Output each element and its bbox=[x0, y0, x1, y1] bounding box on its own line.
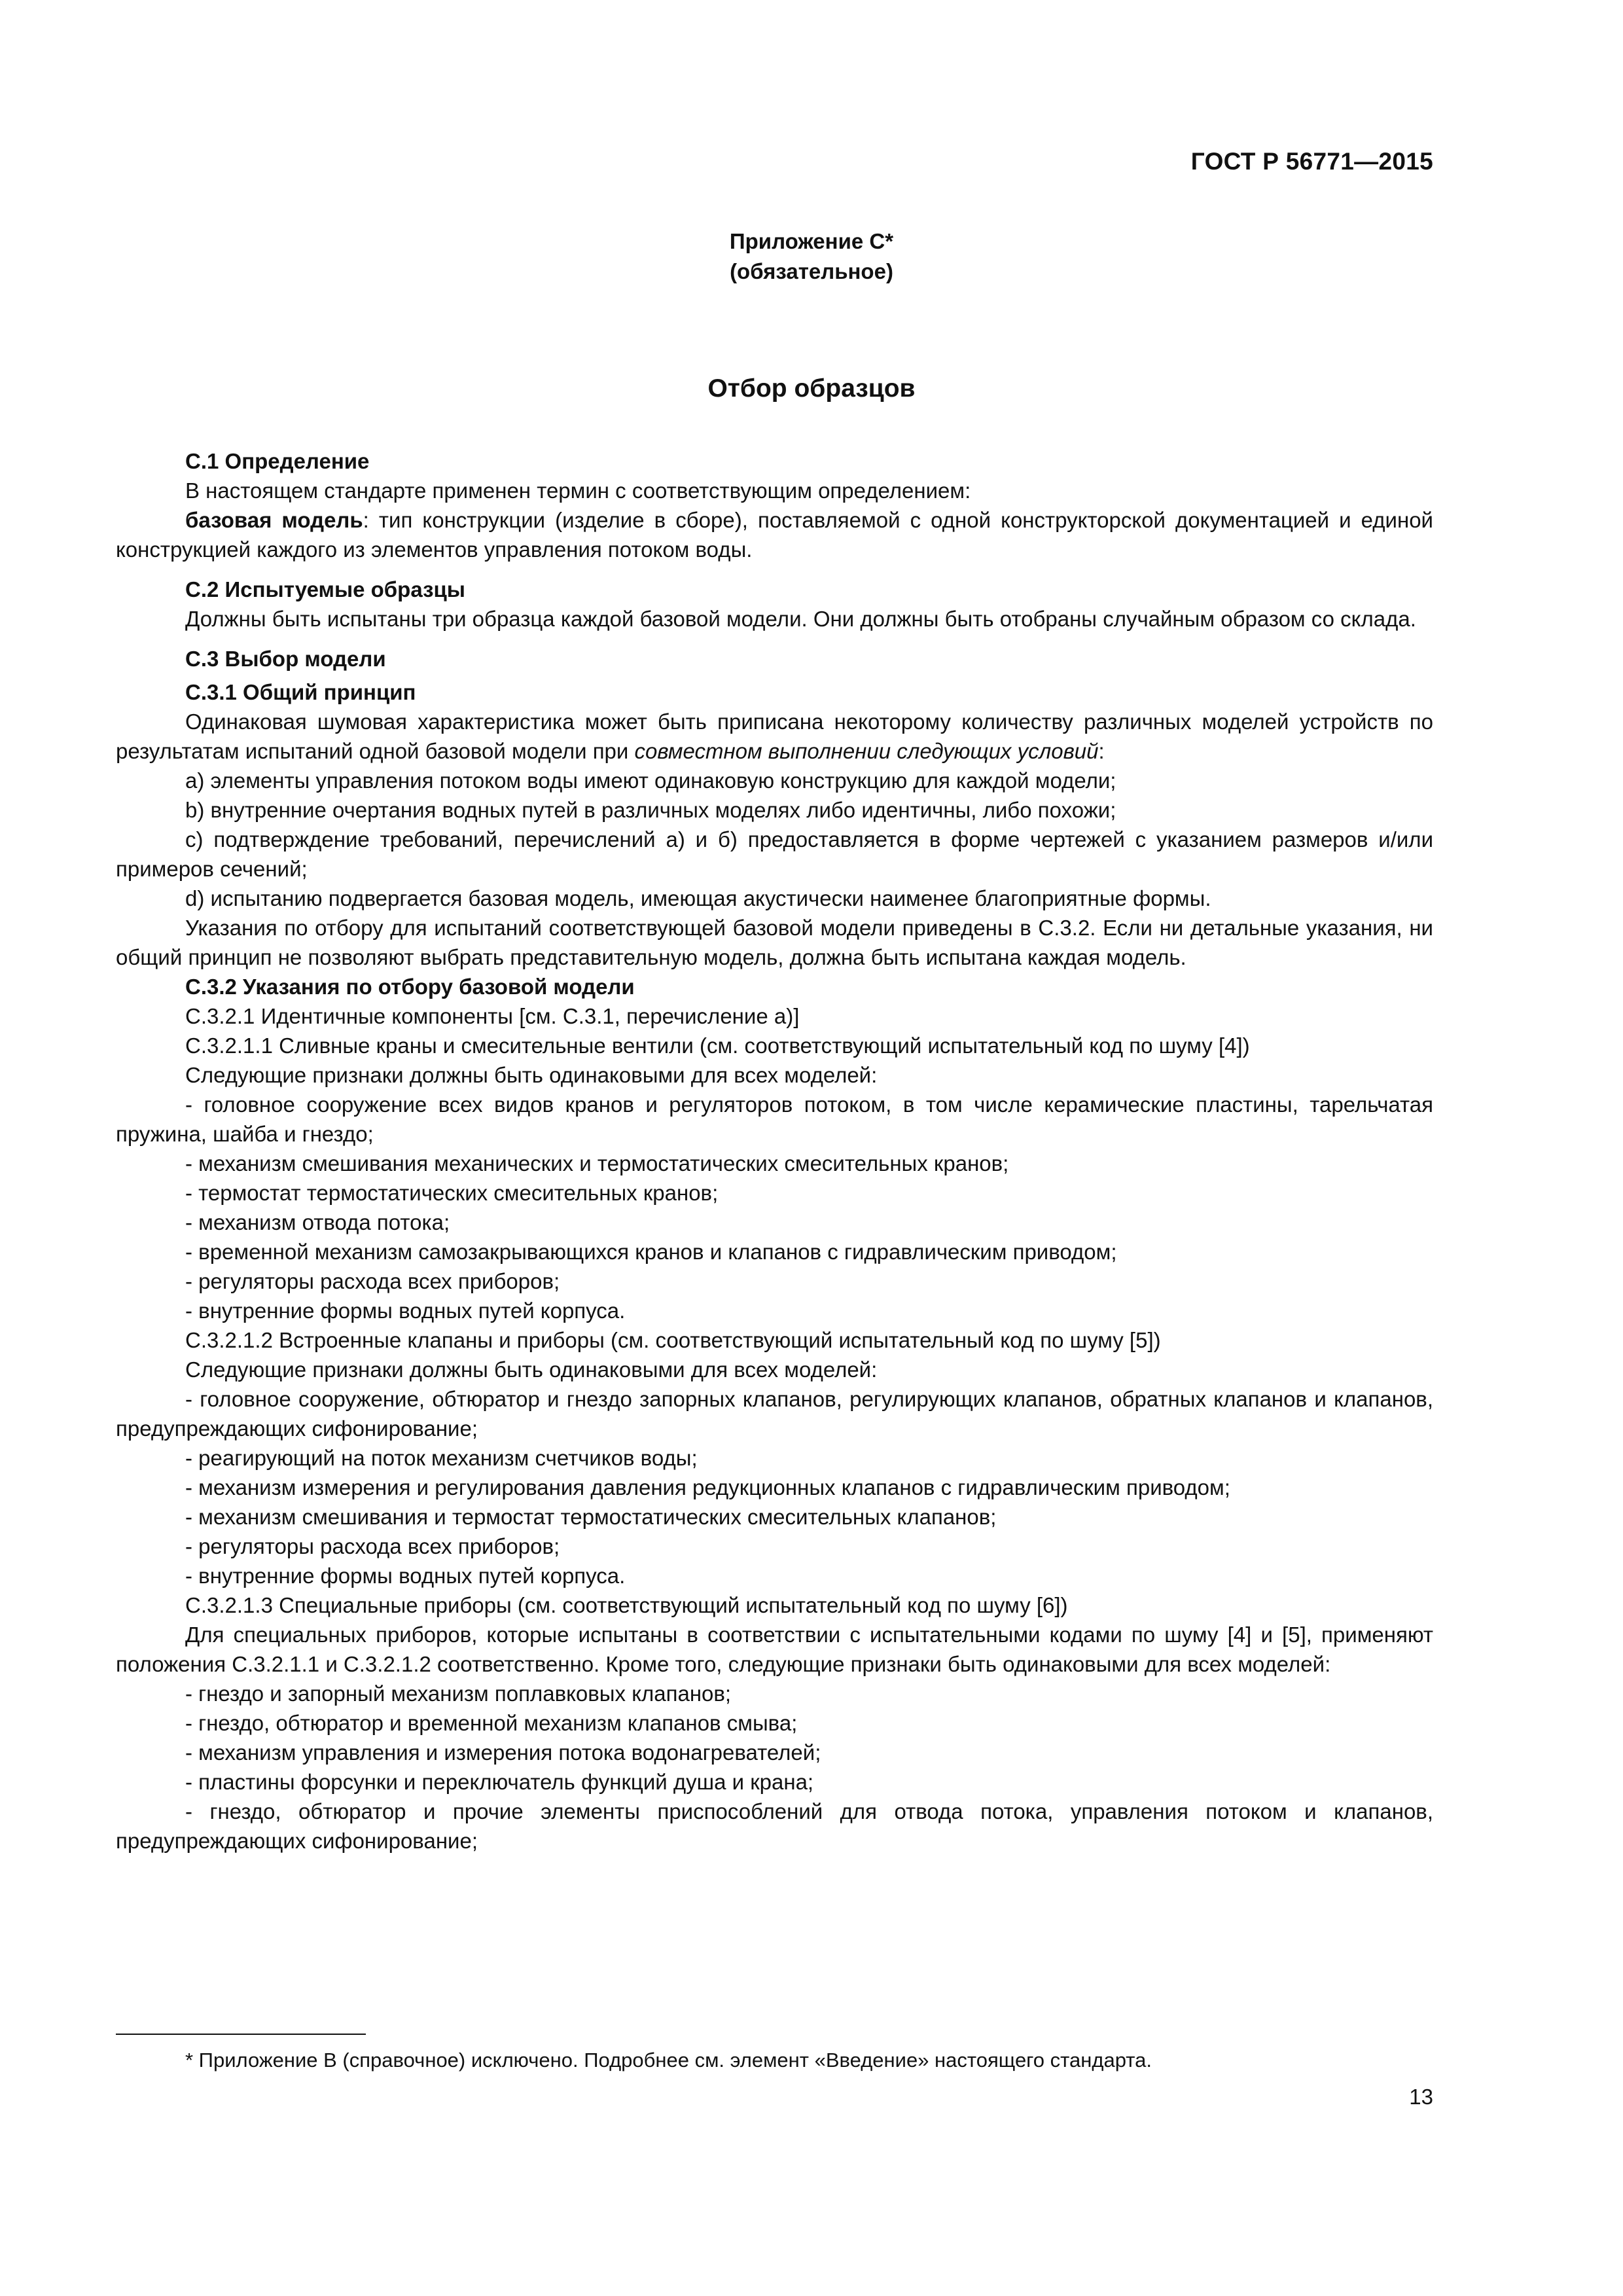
subsection-heading: С.3.2.1.1 Сливные краны и смесительные вентили (см. соответствующий испытательный код по шуму [4]) bbox=[185, 1033, 1250, 1058]
paragraph: Следующие признаки должны быть одинаковыми для всех моделей: bbox=[185, 1357, 878, 1382]
list-item: - механизм смешивания механических и термостатических смесительных кранов; bbox=[185, 1151, 1009, 1175]
subsection-heading: С.3.2.1 Идентичные компоненты [см. С.3.1, перечисление а)] bbox=[185, 1004, 800, 1028]
list-item: - регуляторы расхода всех приборов; bbox=[185, 1534, 560, 1558]
subsection-heading: С.3.2.1.2 Встроенные клапаны и приборы (см. соответствующий испытательный код по шуму [5]) bbox=[185, 1328, 1161, 1352]
page-title: Отбор образцов bbox=[707, 374, 916, 403]
list-item: - реагирующий на поток механизм счетчиков воды; bbox=[185, 1446, 698, 1470]
standard-code: ГОСТ Р 56771—2015 bbox=[1190, 148, 1433, 175]
paragraph bbox=[116, 707, 1433, 766]
list-item: - пластины форсунки и переключатель функций душа и крана; bbox=[185, 1770, 814, 1794]
annex-heading bbox=[0, 226, 1623, 287]
list-item: - гнездо, обтюратор и прочие элементы приспособлений для отвода потока, управления потоком и клапанов, предупреждающих сифонирование; bbox=[116, 1799, 1433, 1853]
list-item: - механизм измерения и регулирования давления редукционных клапанов с гидравлическим приводом; bbox=[185, 1475, 1230, 1499]
section-heading-c2: С.2 Испытуемые образцы bbox=[185, 577, 465, 601]
footnote-divider bbox=[116, 2034, 366, 2035]
section-heading-c1: С.1 Определение bbox=[185, 449, 370, 473]
emphasis-text: совместном выполнении следующих условий bbox=[634, 739, 1099, 763]
intro-end: : bbox=[1098, 739, 1105, 763]
list-item: b) внутренние очертания водных путей в различных моделях либо идентичны, либо похожи; bbox=[185, 798, 1116, 822]
definition-paragraph bbox=[116, 505, 1433, 564]
annex-status: (обязательное) bbox=[730, 259, 893, 283]
intro-text: Одинаковая шумовая характеристика может быть приписана некоторому количеству различных моделей устройств по результатам испытаний одной базовой модели при bbox=[116, 709, 1433, 763]
annex-title: Приложение С* bbox=[729, 229, 894, 253]
paragraph: Для специальных приборов, которые испытаны в соответствии с испытательными кодами по шуму [4] и [5], применяют положения С.3.2.1.1 и С.3.2.1.2 соответственно. Кроме того, следующие признаки быть одинаковыми для всех моделей: bbox=[116, 1623, 1433, 1676]
list-item: а) элементы управления потоком воды имеют одинаковую конструкцию для каждой модели; bbox=[185, 768, 1116, 793]
section-heading-c32: С.3.2 Указания по отбору базовой модели bbox=[185, 975, 635, 999]
section-heading-c3: С.3 Выбор модели bbox=[185, 647, 386, 671]
list-item: - термостат термостатических смесительных кранов; bbox=[185, 1181, 719, 1205]
paragraph: В настоящем стандарте применен термин с соответствующим определением: bbox=[185, 478, 971, 503]
list-item: - механизм управления и измерения потока водонагревателей; bbox=[185, 1740, 821, 1765]
defined-term: базовая модель bbox=[185, 508, 363, 532]
list-item: - временной механизм самозакрывающихся кранов и клапанов с гидравлическим приводом; bbox=[185, 1240, 1117, 1264]
section-heading-c31: С.3.1 Общий принцип bbox=[185, 680, 416, 704]
footnote: * Приложение В (справочное) исключено. Подробнее см. элемент «Введение» настоящего стандарта. bbox=[185, 2049, 1152, 2072]
document-body bbox=[116, 446, 1433, 1856]
subsection-heading: С.3.2.1.3 Специальные приборы (см. соответствующий испытательный код по шуму [6]) bbox=[185, 1593, 1068, 1617]
page-number: 13 bbox=[1409, 2085, 1433, 2109]
definition-text: : тип конструкции (изделие в сборе), поставляемой с одной конструкторской документацией и единой конструкцией каждого из элементов управления потоком воды. bbox=[116, 508, 1433, 562]
list-item: - головное сооружение всех видов кранов и регуляторов потоком, в том числе керамические пластины, тарельчатая пружина, шайба и гнездо; bbox=[116, 1092, 1433, 1146]
paragraph: Указания по отбору для испытаний соответствующей базовой модели приведены в С.3.2. Если ни детальные указания, ни общий принцип не позволяют выбрать представительную модель, должна быть испытана каждая модель. bbox=[116, 916, 1433, 969]
list-item: - механизм смешивания и термостат термостатических смесительных клапанов; bbox=[185, 1505, 997, 1529]
list-item: - внутренние формы водных путей корпуса. bbox=[185, 1564, 626, 1588]
list-item: - механизм отвода потока; bbox=[185, 1210, 450, 1234]
list-item: - регуляторы расхода всех приборов; bbox=[185, 1269, 560, 1293]
paragraph: Должны быть испытаны три образца каждой базовой модели. Они должны быть отобраны случайным образом со склада. bbox=[185, 607, 1416, 631]
paragraph: Следующие признаки должны быть одинаковыми для всех моделей: bbox=[185, 1063, 878, 1087]
list-item: - внутренние формы водных путей корпуса. bbox=[185, 1299, 626, 1323]
list-item: - гнездо и запорный механизм поплавковых клапанов; bbox=[185, 1681, 732, 1706]
list-item: d) испытанию подвергается базовая модель, имеющая акустически наименее благоприятные формы. bbox=[185, 886, 1211, 910]
list-item: с) подтверждение требований, перечислений а) и б) предоставляется в форме чертежей с указанием размеров и/или примеров сечений; bbox=[116, 827, 1433, 881]
list-item: - гнездо, обтюратор и временной механизм клапанов смыва; bbox=[185, 1711, 798, 1735]
list-item: - головное сооружение, обтюратор и гнездо запорных клапанов, регулирующих клапанов, обратных клапанов и клапанов, предупреждающих сифонирование; bbox=[116, 1387, 1433, 1441]
